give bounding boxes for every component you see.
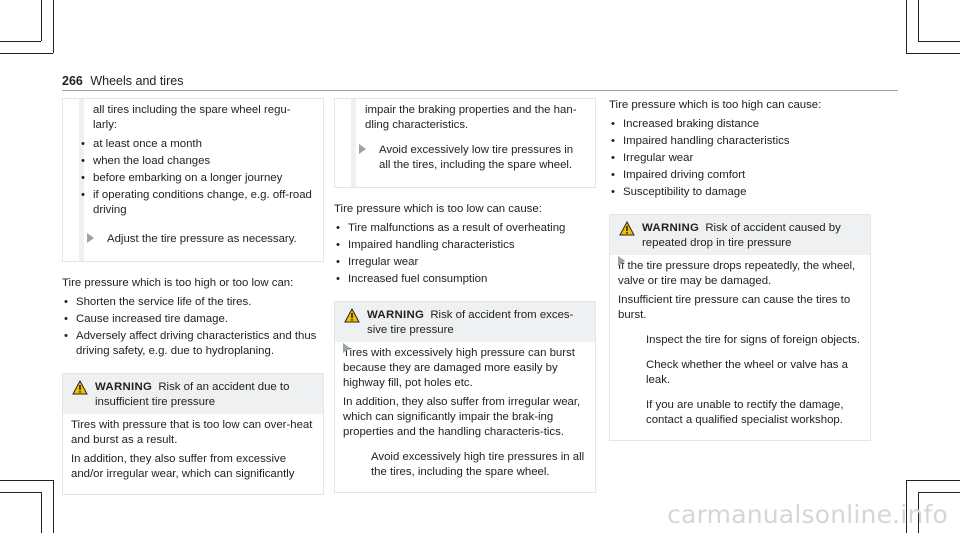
instruction-step [351,143,585,173]
crop-mark [0,53,53,54]
warning-paragraph: Insufficient tire pressure can cause the tires to burst. [618,294,851,321]
warning-title: Risk of accident caused by repeated drop in tire pressure [642,222,841,249]
warning-paragraph: In addition, they also suffer from excessive and/or irregular wear, which can significantly [71,453,295,480]
warning-box [609,214,871,441]
step-text: Check whether the wheel or valve has a leak. [646,359,848,386]
list-item: • Irregular wear [334,255,596,270]
continued-text: all tires including the spare wheel regu-larly: [93,104,291,131]
continued-warning-box [334,98,596,188]
list-item: • Impaired handling characteristics [609,134,871,149]
page-header [62,74,183,88]
continued-text: impair the braking properties and the han-dling characteristics. [365,104,577,131]
crop-mark [906,53,960,54]
step-arrow-icon [87,233,94,243]
instruction-step [79,232,313,247]
intro-text: Tire pressure which is too high can cause: [609,99,822,111]
crop-mark [918,0,919,41]
warning-body [610,255,870,440]
list-item: • Adversely affect driving characteristics and thus driving safety, e.g. due to hydroplaning. [62,329,324,359]
warning-header [335,302,595,342]
list-item: • Susceptibility to damage [609,185,871,200]
list-item: • Irregular wear [609,151,871,166]
column-2 [334,98,596,507]
list-item: • when the load changes [79,154,313,169]
step-text: If you are unable to rectify the damage, contact a qualified specialist workshop. [646,399,844,426]
step-text: Avoid excessively low tire pressures in all the tires, including the spare wheel. [379,144,574,171]
list-item: • at least once a month [79,137,313,152]
warning-label: WARNING [642,222,700,234]
effects-list [62,295,324,359]
check-list [79,137,313,218]
intro-text: Tire pressure which is too high or too low can: [62,277,294,289]
instruction-step [618,333,862,348]
warning-header [610,215,870,255]
step-arrow-icon [618,256,625,266]
crop-mark [906,0,907,53]
crop-mark [41,0,42,41]
tire-check-box [62,98,324,262]
crop-mark [0,492,41,493]
crop-mark [906,480,960,481]
list-item: • Impaired handling characteristics [334,238,596,253]
warning-header [63,374,323,414]
warning-triangle-icon [344,308,360,323]
warning-paragraph: In addition, they also suffer from irregular wear, which can significantly impair the brak-ing properties and the handling characteris-tics. [343,396,581,438]
warning-title: Risk of an accident due to insufficient tire pressure [95,381,290,408]
step-arrow-icon [343,343,350,353]
list-item: • Tire malfunctions as a result of overheating [334,221,596,236]
crop-mark [41,492,42,533]
page-number: 266 [62,74,83,88]
warning-box [334,301,596,493]
effects-list [334,221,596,287]
crop-mark [918,492,960,493]
warning-body [335,342,595,492]
crop-mark [0,41,41,42]
step-text: Avoid excessively high tire pressures in all the tires, including the spare wheel. [371,451,585,478]
crop-mark [53,0,54,53]
crop-mark [53,480,54,533]
warning-paragraph: Tires with excessively high pressure can burst because they are damaged more easily by highway fill, pot holes etc. [343,347,575,389]
column-1 [62,98,324,509]
warning-triangle-icon [72,380,88,395]
warning-paragraph: Tires with pressure that is too low can over-heat and burst as a result. [71,419,313,446]
warning-label: WARNING [95,381,153,393]
crop-mark [918,41,960,42]
column-3 [609,98,871,455]
warning-triangle-icon [619,221,635,236]
step-text: Adjust the tire pressure as necessary. [107,233,297,245]
list-item: • Increased braking distance [609,117,871,132]
list-item: • Cause increased tire damage. [62,312,324,327]
list-item: • Impaired driving comfort [609,168,871,183]
watermark: carmanualsonline.info [667,500,948,529]
list-item: • Shorten the service life of the tires. [62,295,324,310]
section-title: Wheels and tires [90,74,184,88]
effects-list [609,117,871,200]
intro-text: Tire pressure which is too low can cause: [334,203,542,215]
warning-paragraph: If the tire pressure drops repeatedly, the wheel, valve or tire may be damaged. [618,260,856,287]
warning-body [63,414,323,494]
header-divider [62,90,898,91]
list-item: • before embarking on a longer journey [79,171,313,186]
warning-title: Risk of accident from exces-sive tire pressure [367,309,574,336]
warning-box [62,373,324,495]
warning-label: WARNING [367,309,425,321]
step-text: Inspect the tire for signs of foreign objects. [646,334,861,346]
instruction-step [343,450,587,480]
crop-mark [0,480,53,481]
instruction-step [618,358,862,388]
list-item: • if operating conditions change, e.g. off-road driving [79,188,313,218]
list-item: • Increased fuel consumption [334,272,596,287]
instruction-step [618,398,862,428]
step-arrow-icon [359,144,366,154]
